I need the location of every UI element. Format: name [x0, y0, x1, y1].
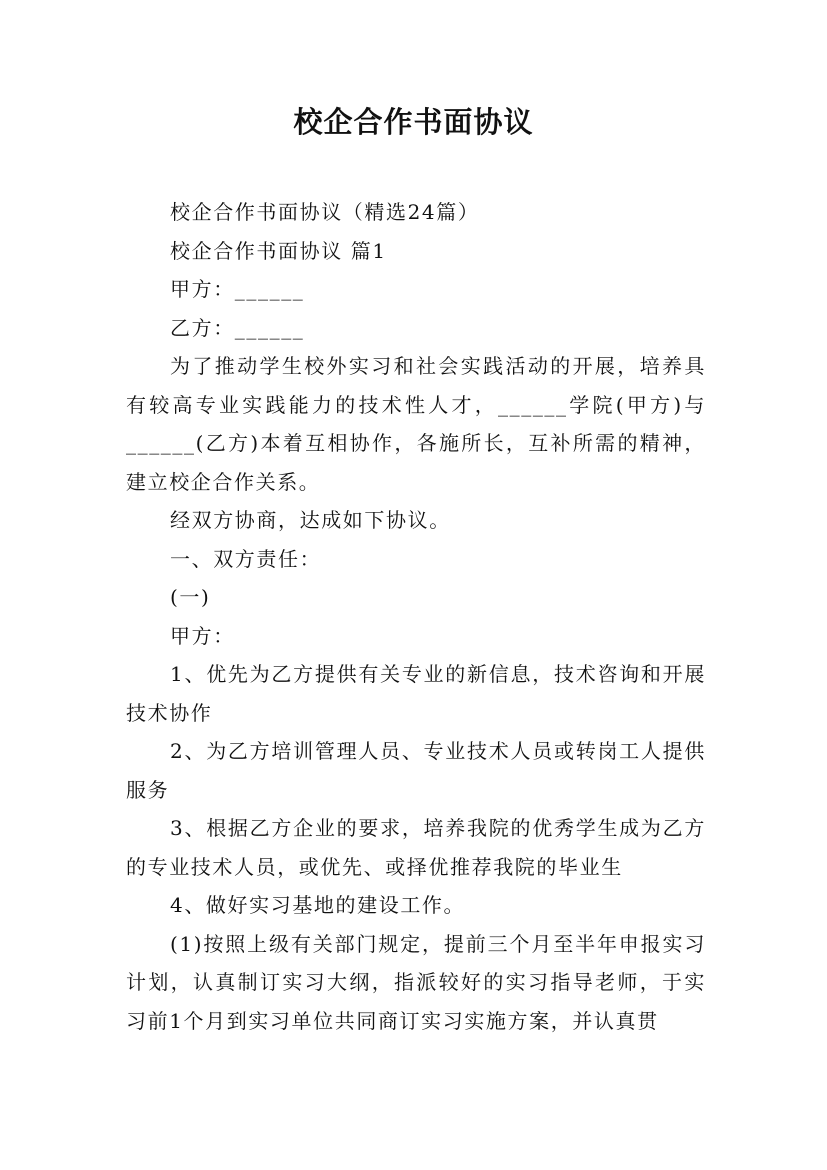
- paragraph-section-heading: 校企合作书面协议 篇1: [170, 238, 387, 263]
- paragraph-item-4-1: (1)按照上级有关部门规定，提前三个月至半年申报实习计划，认真制订实习大纲，指派较好的实习指导老师，于实习前1个月到实习单位共同商订实习实施方案，并认真贯: [126, 931, 706, 1033]
- paragraph-item-3: 3、根据乙方企业的要求，培养我院的优秀学生成为乙方的专业技术人员，或优先、或择优推荐我院的毕业生: [126, 816, 706, 879]
- paragraph-item-1: 1、优先为乙方提供有关专业的新信息，技术咨询和开展技术协作: [126, 662, 706, 725]
- paragraph-item-2: 2、为乙方培训管理人员、专业技术人员或转岗工人提供服务: [126, 739, 706, 802]
- document-body: [126, 193, 706, 1040]
- paragraph-item-4: 4、做好实习基地的建设工作。: [170, 893, 466, 917]
- paragraph-subtitle: 校企合作书面协议（精选24篇）: [170, 200, 480, 224]
- paragraph-party-a: 甲方：______: [170, 277, 305, 301]
- paragraph-party-a-label: 甲方：: [170, 623, 235, 648]
- paragraph-purpose: 为了推动学生校外实习和社会实践活动的开展，培养具有较高专业实践能力的技术性人才，______学院(甲方)与______(乙方)本着互相协作，各施所长，互补所需的精神，建立校企合作关系。: [126, 354, 706, 494]
- document-title: 校企合作书面协议: [293, 105, 534, 139]
- paragraph-responsibilities-heading: 一、双方责任：: [170, 546, 322, 571]
- paragraph-party-b: 乙方：______: [170, 315, 305, 340]
- paragraph-agreement: 经双方协商，达成如下协议。: [170, 508, 451, 532]
- paragraph-subsection-one: (一): [170, 585, 211, 609]
